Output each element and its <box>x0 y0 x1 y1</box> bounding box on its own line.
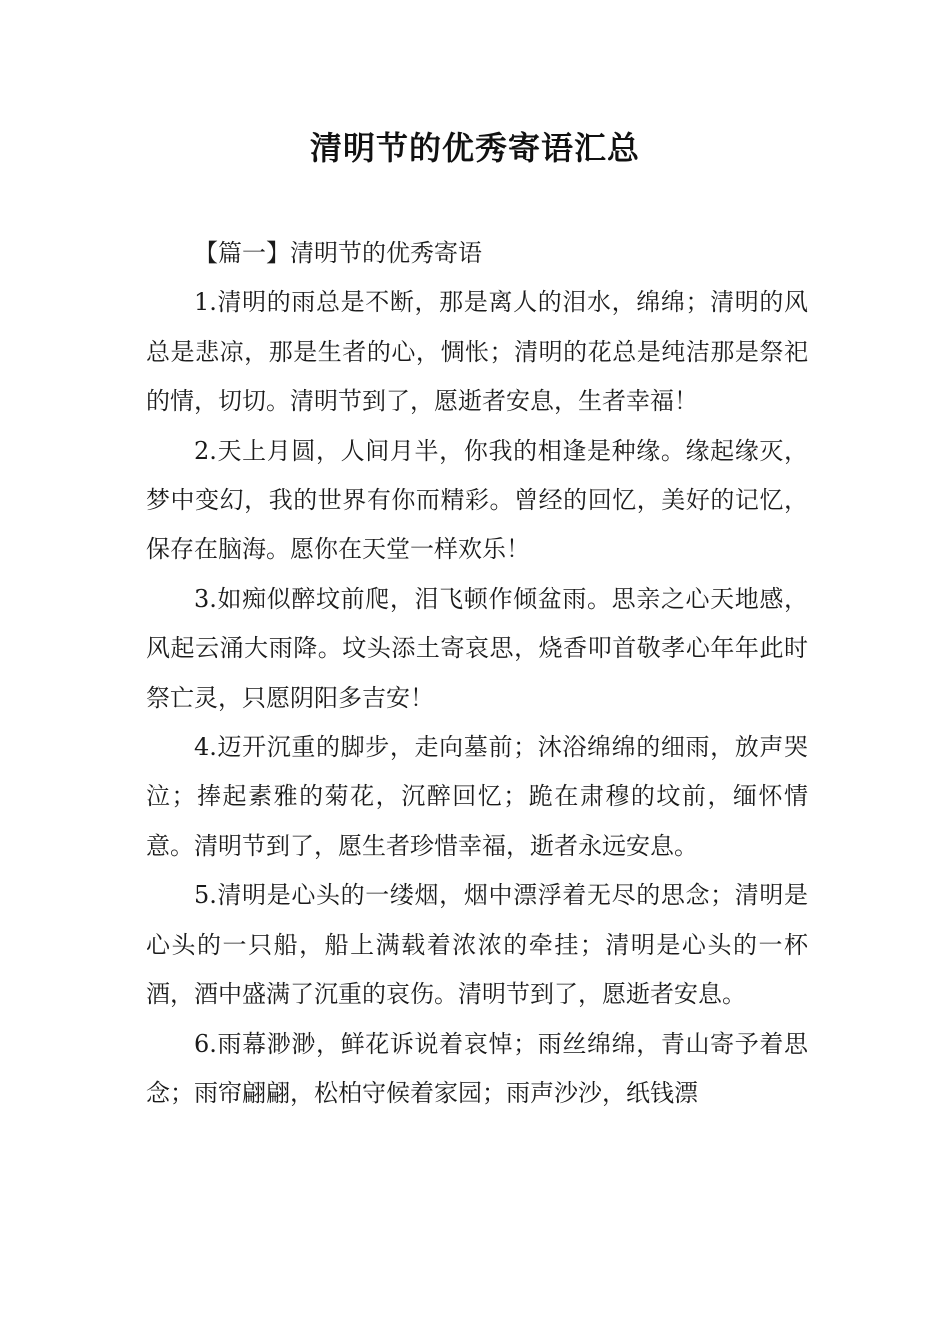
document-title: 清明节的优秀寄语汇总 <box>309 129 640 167</box>
paragraph-5: 5.清明是心头的一缕烟，烟中漂浮着无尽的思念；清明是心头的一只船，船上满载着浓浓的牵挂；清明是心头的一杯酒，酒中盛满了沉重的哀伤。清明节到了，愿逝者安息。 <box>146 881 808 1009</box>
paragraph-3: 3.如痴似醉坟前爬，泪飞顿作倾盆雨。思亲之心天地感，风起云涌大雨降。坟头添土寄哀思，烧香叩首敬孝心年年此时祭亡灵，只愿阴阳多吉安！ <box>146 584 808 712</box>
paragraph-1: 1.清明的雨总是不断，那是离人的泪水，绵绵；清明的风总是悲凉，那是生者的心，惆怅；清明的花总是纯洁那是祭祀的情，切切。清明节到了，愿逝者安息，生者幸福！ <box>146 288 808 416</box>
document-body <box>146 229 808 1118</box>
paragraph-6: 6.雨幕渺渺，鲜花诉说着哀悼；雨丝绵绵，青山寄予着思念；雨帘翩翩，松柏守候着家园；雨声沙沙，纸钱漂 <box>146 1029 808 1107</box>
section-heading: 【篇一】清明节的优秀寄语 <box>194 239 482 267</box>
paragraph-4: 4.迈开沉重的脚步，走向墓前；沐浴绵绵的细雨，放声哭泣；捧起素雅的菊花，沉醉回忆；跪在肃穆的坟前，缅怀情意。清明节到了，愿生者珍惜幸福，逝者永远安息。 <box>146 733 808 860</box>
paragraph-2: 2.天上月圆，人间月半，你我的相逢是种缘。缘起缘灭，梦中变幻，我的世界有你而精彩。曾经的回忆，美好的记忆，保存在脑海。愿你在天堂一样欢乐！ <box>146 436 808 564</box>
